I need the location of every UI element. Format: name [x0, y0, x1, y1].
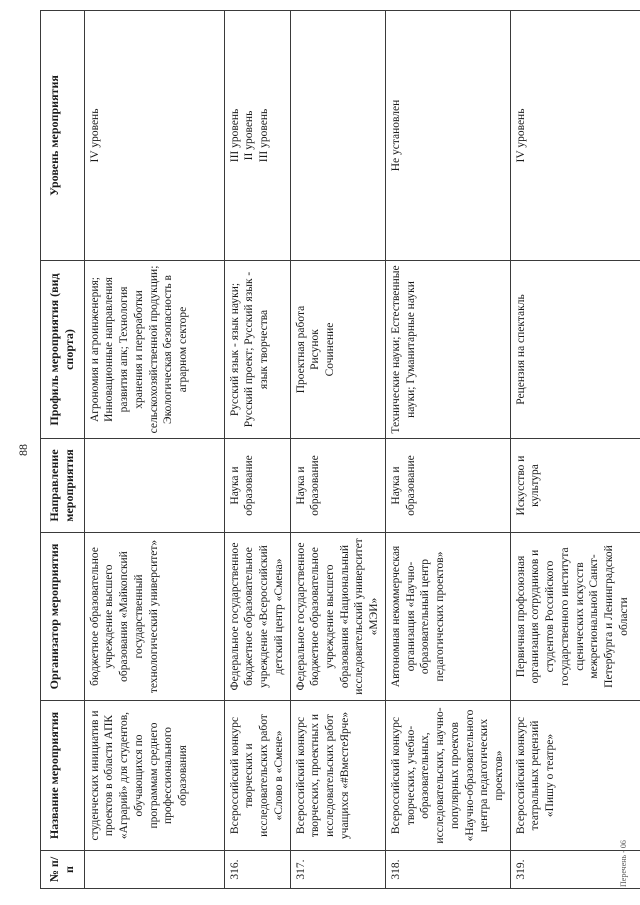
row-num: 316.	[224, 851, 290, 889]
header-direction: Направление мероприятия	[41, 439, 85, 533]
event-name: Всероссийский конкурс театральных рецензий «Пишу о театре»	[510, 701, 640, 851]
event-profile: Технические науки; Естественные науки; Гуманитарные науки	[385, 261, 510, 439]
event-organizer: Федеральное государственное бюджетное образовательное учреждение высшего образования «Национальный исследовательский университет «МЭИ»	[290, 533, 385, 701]
event-profile	[290, 261, 385, 439]
event-level	[290, 11, 385, 261]
event-level	[385, 11, 510, 261]
event-name: Всероссийский конкурс творческих, проектных и исследовательских работ учащихся «#ВместеЯрче»	[290, 701, 385, 851]
profile-line: Сочинение	[324, 322, 337, 377]
table-header-row	[41, 11, 85, 889]
table-row	[84, 11, 224, 889]
event-profile: Рецензия на спектакль	[510, 261, 640, 439]
table-row	[224, 11, 290, 889]
event-level	[510, 11, 640, 261]
row-num: 317.	[290, 851, 385, 889]
event-direction: Искусство и культура	[510, 439, 640, 533]
header-organizer: Организатор мероприятия	[41, 533, 85, 701]
level-value: III уровень	[258, 108, 271, 163]
footer-mark: Перечень - 06	[619, 840, 628, 887]
event-organizer: Автономная некоммерческая организация «Научно-образовательный центр педагогических проектов»	[385, 533, 510, 701]
event-name: Всероссийский конкурс творческих и исследовательских работ «Слово в «Смене»	[224, 701, 290, 851]
table-row	[290, 11, 385, 889]
event-direction: Наука и образование	[290, 439, 385, 533]
profile-line: Проектная работа	[294, 305, 307, 394]
event-organizer: бюджетное образовательное учреждение высшего образования «Майкопский государственный технологический университет»	[84, 533, 224, 701]
level-value: Не установлен	[389, 99, 402, 172]
event-level	[84, 11, 224, 261]
event-profile: Агрономия и агроинженерия; Инновационные направления развития апк; Технология хранения и переработки сельскохозяйственной продукции; Экологическая безопасность в аграрном секторе	[84, 261, 224, 439]
header-name: Название мероприятия	[41, 701, 85, 851]
event-direction: Наука и образование	[224, 439, 290, 533]
events-table	[40, 10, 640, 889]
row-num	[84, 851, 224, 889]
event-level	[224, 11, 290, 261]
table-row	[510, 11, 640, 889]
level-value: IV уровень	[514, 108, 527, 163]
row-num: 318.	[385, 851, 510, 889]
event-name: студенческих инициатив и проектов в области АПК «Аграрий» для студентов, обучающихся по программам среднего профессионального образования	[84, 701, 224, 851]
row-num: 319.	[510, 851, 640, 889]
level-value: IV уровень	[88, 108, 101, 163]
profile-line: Рисунок	[309, 329, 322, 370]
table-row	[385, 11, 510, 889]
header-num: № п/п	[41, 851, 85, 889]
level-value: II уровень	[243, 110, 256, 161]
level-value: III уровень	[228, 108, 241, 163]
header-profile: Профиль мероприятия (вид спорта)	[41, 261, 85, 439]
event-organizer: Федеральное государственное бюджетное образовательное учреждение «Всероссийский детский центр «Смена»	[224, 533, 290, 701]
page-number: 88	[16, 444, 30, 456]
event-direction: Наука и образование	[385, 439, 510, 533]
header-level: Уровень мероприятия	[41, 11, 85, 261]
event-direction	[84, 439, 224, 533]
document-page	[10, 5, 630, 895]
event-organizer: Первичная профсоюзная организация сотрудников и студентов Российского государственного института сценических искусств межрегиональной Санкт-Петербурга и Ленинградской области	[510, 533, 640, 701]
event-profile: Русский язык - язык науки; Русский проект; Русский язык - язык творчества	[224, 261, 290, 439]
event-name: Всероссийский конкурс творческих, учебно-образовательных, исследовательских, научно-популярных проектов «Научно-образовательного центра педагогических проектов»	[385, 701, 510, 851]
